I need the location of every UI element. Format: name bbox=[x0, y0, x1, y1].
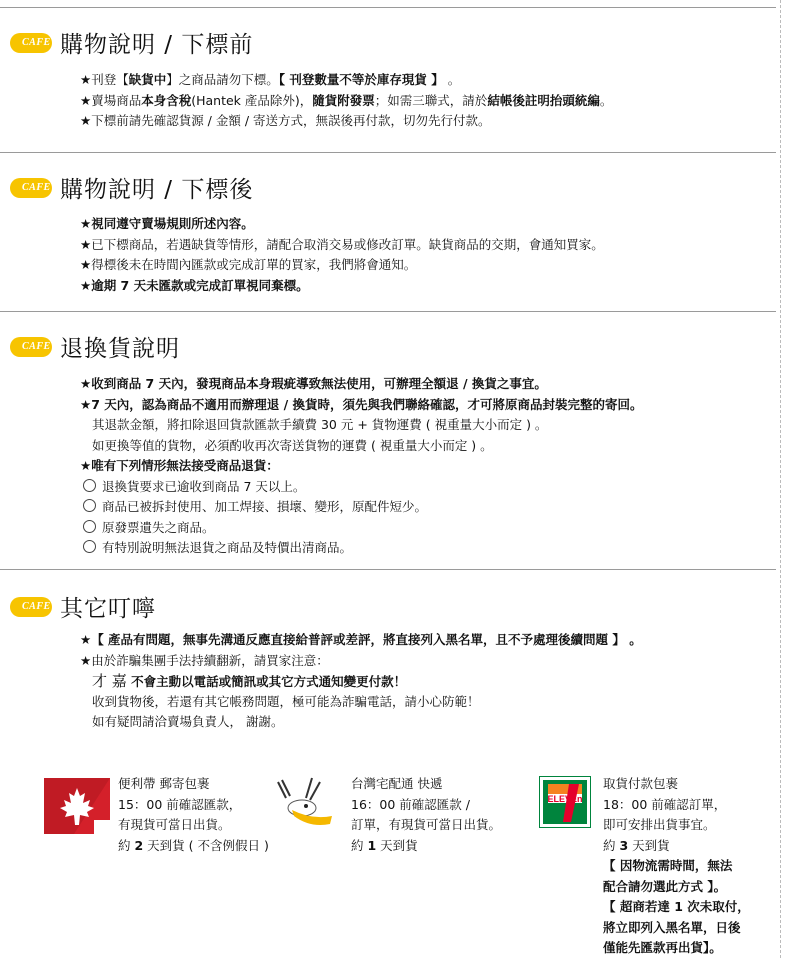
list-item: 商品已被拆封使用、加工焊接、損壞、變形，原配件短少。 bbox=[80, 497, 643, 518]
section-header bbox=[10, 26, 253, 59]
divider bbox=[0, 7, 776, 8]
rule-line: 收到貨物後，若還有其它帳務問題，極可能為詐騙電話，請小心防範！ bbox=[92, 693, 480, 709]
seven-eleven-icon bbox=[539, 776, 591, 828]
divider bbox=[0, 311, 776, 312]
cafe-badge-icon: CAFE bbox=[10, 33, 52, 53]
cafe-badge-icon: CAFE bbox=[10, 178, 52, 198]
section-title: 購物說明 / 下標前 bbox=[60, 32, 254, 58]
rule-line: ★刊登【缺貨中】之商品請勿下標。【 刊登數量不等於庫存現貨 】 。 bbox=[80, 72, 461, 87]
circle-bullet-icon bbox=[83, 540, 96, 553]
section-header bbox=[10, 171, 253, 204]
canada-post-icon bbox=[44, 778, 110, 834]
divider bbox=[0, 152, 776, 153]
rule-line: 如更換等值的貨物，必須酌收再次寄送貨物的運費 ( 視重量大小而定 ) 。 bbox=[92, 437, 493, 453]
circle-bullet-icon bbox=[83, 479, 96, 492]
rule-line: ★下標前請先確認貨源 / 金額 / 寄送方式，無誤後再付款，切勿先行付款。 bbox=[80, 113, 491, 128]
shipping-option-post: 便利帶 郵寄包裹 15：00 前確認匯款， 有現貨可當日出貨。 約 2 天到貨 ( 不含例假日 ) bbox=[118, 776, 269, 853]
shipping-title: 便利帶 郵寄包裹 bbox=[118, 776, 210, 791]
pelican-icon bbox=[272, 776, 334, 832]
rule-line: ★7 天內，認為商品不適用而辦理退 / 換貨時，須先與我們聯絡確認，才可將原商品封裝完整的寄回。 bbox=[80, 396, 643, 412]
circle-bullet-icon bbox=[83, 520, 96, 533]
rule-line: ★【 產品有問題，無事先溝通反應直接給普評或差評，將直接列入黑名單，且不予處理後續問題 】 。 bbox=[80, 632, 642, 647]
shipping-title: 取貨付款包裹 bbox=[603, 776, 679, 791]
pre-bid-rules bbox=[80, 70, 612, 132]
rule-line: 才 嘉 不會主動以電話或簡訊或其它方式通知變更付款！ bbox=[92, 672, 407, 690]
other-notes bbox=[80, 630, 642, 733]
list-item: 有特別說明無法退貨之商品及特價出清商品。 bbox=[80, 538, 643, 559]
section-title: 退換貨說明 bbox=[60, 336, 180, 362]
shipping-option-pelican: 台灣宅配通 快遞 16：00 前確認匯款 / 訂單，有現貨可當日出貨。 約 1 天到貨 bbox=[351, 776, 502, 853]
rule-line: ★收到商品 7 天內，發現商品本身瑕疵導致無法使用，可辦理全額退 / 換貨之事宜。 bbox=[80, 376, 547, 391]
section-header bbox=[10, 330, 180, 363]
rule-line: ★由於詐騙集團手法持續翻新，請買家注意： bbox=[80, 652, 329, 668]
shipping-option-seven-eleven: 取貨付款包裹 18：00 前確認訂單， 即可安排出貨事宜。 約 3 天到貨 【 因物流需時間，無法 配合請勿選此方式 】。 【 超商若達 1 次未取付， 將立即列入黑名單，日後 僅能先匯款再出貨】。 bbox=[603, 776, 750, 955]
list-item: 退換貨要求已逾收到商品 7 天以上。 bbox=[80, 477, 643, 498]
return-rules bbox=[80, 374, 643, 559]
shipping-title: 台灣宅配通 快遞 bbox=[351, 776, 443, 791]
rule-line: ★賣場商品本身含稅(Hantek 產品除外)，隨貨附發票；如需三聯式，請於結帳後註明抬頭統編。 bbox=[80, 92, 613, 108]
rule-line: ★逾期 7 天未匯款或完成訂單視同棄標。 bbox=[80, 277, 309, 293]
section-title: 其它叮嚀 bbox=[60, 596, 156, 622]
section-header bbox=[10, 590, 156, 623]
cafe-badge-icon: CAFE bbox=[10, 337, 52, 357]
rule-line: ★已下標商品，若遇缺貨等情形，請配合取消交易或修改訂單。缺貨商品的交期，會通知買家。 bbox=[80, 236, 604, 252]
rule-line: ★唯有下列情形無法接受商品退貨： bbox=[80, 458, 279, 473]
section-title: 購物說明 / 下標後 bbox=[60, 177, 254, 203]
divider bbox=[0, 569, 776, 570]
list-item: 原發票遺失之商品。 bbox=[80, 518, 643, 539]
circle-bullet-icon bbox=[83, 499, 96, 512]
page-edge-dashes bbox=[780, 0, 781, 958]
rule-line: 如有疑問請洽賣場負責人， 謝謝。 bbox=[92, 714, 284, 729]
rule-line: 其退款金額，將扣除退回貨款匯款手續費 30 元 + 貨物運費 ( 視重量大小而定 ) 。 bbox=[92, 417, 548, 432]
cafe-badge-icon: CAFE bbox=[10, 597, 52, 617]
spacer bbox=[22, 740, 772, 741]
rule-line: ★得標後未在時間內匯款或完成訂單的買家，我們將會通知。 bbox=[80, 257, 417, 272]
svg-text:ELEVEn: ELEVEn bbox=[547, 794, 583, 804]
rule-line: ★視同遵守賣場規則所述內容。 bbox=[80, 216, 254, 231]
post-bid-rules bbox=[80, 214, 604, 296]
